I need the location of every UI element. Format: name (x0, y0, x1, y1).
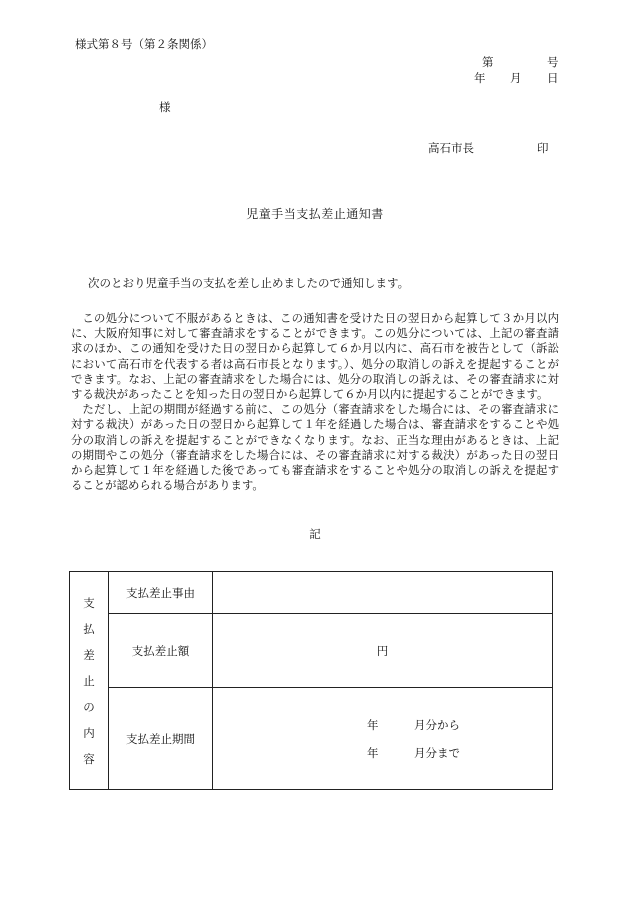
intro-sentence: 次のとおり児童手当の支払を差し止めましたので通知します。 (88, 276, 410, 290)
reason-label: 支払差止事由 (109, 572, 213, 614)
period-label: 支払差止期間 (109, 688, 213, 790)
date-year-label: 年 (474, 71, 486, 85)
amount-row (70, 614, 553, 688)
form-number: 様式第８号（第２条関係） (75, 37, 213, 51)
side-label-char: 止 (83, 673, 95, 688)
appeal-notice-text (71, 311, 559, 493)
ki-marker: 記 (309, 527, 321, 541)
appeal-paragraph-1: この処分について不服があるときは、この通知書を受けた日の翌日から起算して３か月以内に、大阪府知事に対して審査請求をすることができます。この処分については、上記の審査請求のほか、この通知を受けた日の翌日から起算して６か月以内に、高石市を被告として（訴訟において高石市を代表する者は高石市長となります。）、処分の取消しの訴えを提起することができます。なお、上記の審査請求をした場合には、処分の取消しの訴えは、その審査請求に対する裁決があったことを知った日の翌日から起算して６か月以内に提起することができます。 (71, 311, 559, 402)
document-number-suffix: 号 (547, 55, 559, 69)
document-title: 児童手当支払差止通知書 (246, 207, 384, 221)
period-to-year: 年 (367, 745, 379, 760)
reason-row (70, 572, 553, 614)
side-label-char: 差 (83, 647, 95, 662)
amount-unit: 円 (376, 643, 389, 658)
addressee-suffix: 様 (159, 100, 171, 114)
date-month-label: 月 (510, 71, 522, 85)
amount-value[interactable] (213, 614, 553, 688)
side-label-char: 容 (83, 751, 95, 766)
period-to-month: 月分まで (414, 745, 460, 760)
side-label (70, 596, 108, 766)
appeal-paragraph-2: ただし、上記の期間が経過する前に、この処分（審査請求をした場合には、その審査請求に対する裁決）があった日の翌日から起算して１年を経過した場合は、審査請求をすることや処分の取消しの訴えを提起することができなくなります。なお、正当な理由があるときは、上記の期間やこの処分（審査請求をした場合には、その審査請求に対する裁決）があった日の翌日から起算して１年を経過した後であっても審査請求をすることや処分の取消しの訴えを提起することが認められる場合があります。 (71, 402, 559, 493)
period-value[interactable] (213, 688, 553, 790)
document-number-prefix: 第 (482, 55, 494, 69)
date-day-label: 日 (547, 71, 559, 85)
period-fields (213, 689, 552, 789)
period-row (70, 688, 553, 790)
side-label-char: 内 (83, 725, 95, 740)
amount-label: 支払差止額 (109, 614, 213, 688)
reason-value[interactable] (213, 572, 553, 614)
side-label-cell (70, 572, 109, 790)
period-from-year: 年 (367, 717, 379, 732)
side-label-char: 支 (83, 595, 95, 610)
side-label-char: の (83, 699, 95, 714)
side-label-char: 払 (83, 621, 95, 636)
suspension-details-table (69, 571, 553, 790)
seal-mark: 印 (537, 141, 549, 155)
sender-name: 高石市長 (428, 141, 474, 155)
period-from-month: 月分から (414, 717, 460, 732)
